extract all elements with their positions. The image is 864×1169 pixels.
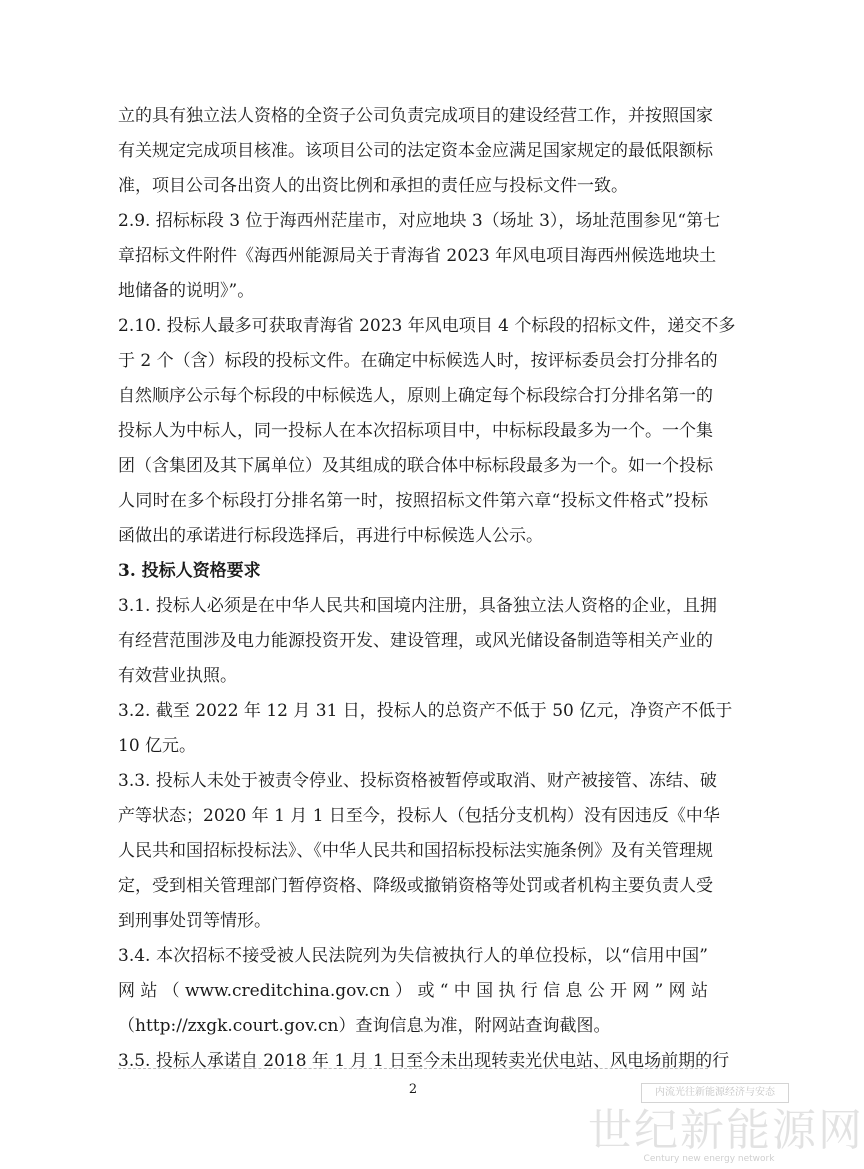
clause-3-1: 3.1. 投标人必须是在中华人民共和国境内注册，具备独立法人资格的企业，且拥 [118,596,717,616]
body-line: 地储备的说明》”。 [118,281,255,301]
page-number: 2 [408,1082,418,1097]
body-line: 10 亿元。 [118,736,197,756]
watermark-subtitle: Century new energy network [643,1154,775,1164]
body-line: 产等状态；2020 年 1 月 1 日至今，投标人（包括分支机构）没有因违反《中华 [118,806,720,826]
body-line: 投标人为中标人，同一投标人在本次招标项目中，中标标段最多为一个。一个集 [118,421,713,441]
body-line: 人民共和国招标投标法》、《中华人民共和国招标投标法实施条例》及有关管理规 [118,841,713,861]
body-line: 有关规定完成项目核准。该项目公司的法定资本金应满足国家规定的最低限额标 [118,141,713,161]
body-line: 有经营范围涉及电力能源投资开发、建设管理，或风光储设备制造等相关产业的 [118,631,713,651]
body-line: 到刑事处罚等情形。 [118,911,271,931]
body-line: 自然顺序公示每个标段的中标候选人，原则上确定每个标段综合打分排名第一的 [118,386,713,406]
clause-2-9: 2.9. 招标标段 3 位于海西州茫崖市，对应地块 3（场址 3），场址范围参见“第七 [118,211,721,231]
body-line: 人同时在多个标段打分排名第一时，按照招标文件第六章“投标文件格式”投标 [118,491,708,511]
clause-3-3: 3.3. 投标人未处于被责令停业、投标资格被暂停或取消、财产被接管、冻结、破 [118,771,717,791]
body-line: 准，项目公司各出资人的出资比例和承担的责任应与投标文件一致。 [118,176,628,196]
body-line: 于 2 个（含）标段的投标文件。在确定中标候选人时，按评标委员会打分排名的 [118,351,718,371]
body-line: 网站（www.creditchina.gov.cn）或“中国执行信息公开网”网站 [118,981,708,1001]
section-heading: 3. 投标人资格要求 [118,561,261,581]
body-line: 有效营业执照。 [118,666,237,686]
body-line: （http://zxgk.court.gov.cn）查询信息为准，附网站查询截图。 [118,1016,611,1036]
body-line: 章招标文件附件《海西州能源局关于青海省 2023 年风电项目海西州候选地块土 [118,246,717,266]
clause-3-4: 3.4. 本次招标不接受被人民法院列为失信被执行人的单位投标，以“信用中国” [118,946,708,966]
clause-3-5: 3.5. 投标人承诺自 2018 年 1 月 1 日至今未出现转卖光伏电站、风电场前期的行 [118,1051,730,1071]
body-line: 函做出的承诺进行标段选择后，再进行中标候选人公示。 [118,526,543,546]
body-line: 团（含集团及其下属单位）及其组成的联合体中标标段最多为一个。如一个投标 [118,456,713,476]
watermark-caption: 内流光往新能源经济与安态 [641,1083,789,1103]
watermark-logo: 世纪新能源网 [588,1105,864,1156]
clause-2-10: 2.10. 投标人最多可获取青海省 2023 年风电项目 4 个标段的招标文件，递交不多 [118,316,736,336]
body-line: 立的具有独立法人资格的全资子公司负责完成项目的建设经营工作，并按照国家 [118,106,713,126]
clause-3-2: 3.2. 截至 2022 年 12 月 31 日，投标人的总资产不低于 50 亿元，净资产不低于 [118,701,733,721]
footer-rule [118,1068,708,1069]
body-line: 定，受到相关管理部门暂停资格、降级或撤销资格等处罚或者机构主要负责人受 [118,876,713,896]
